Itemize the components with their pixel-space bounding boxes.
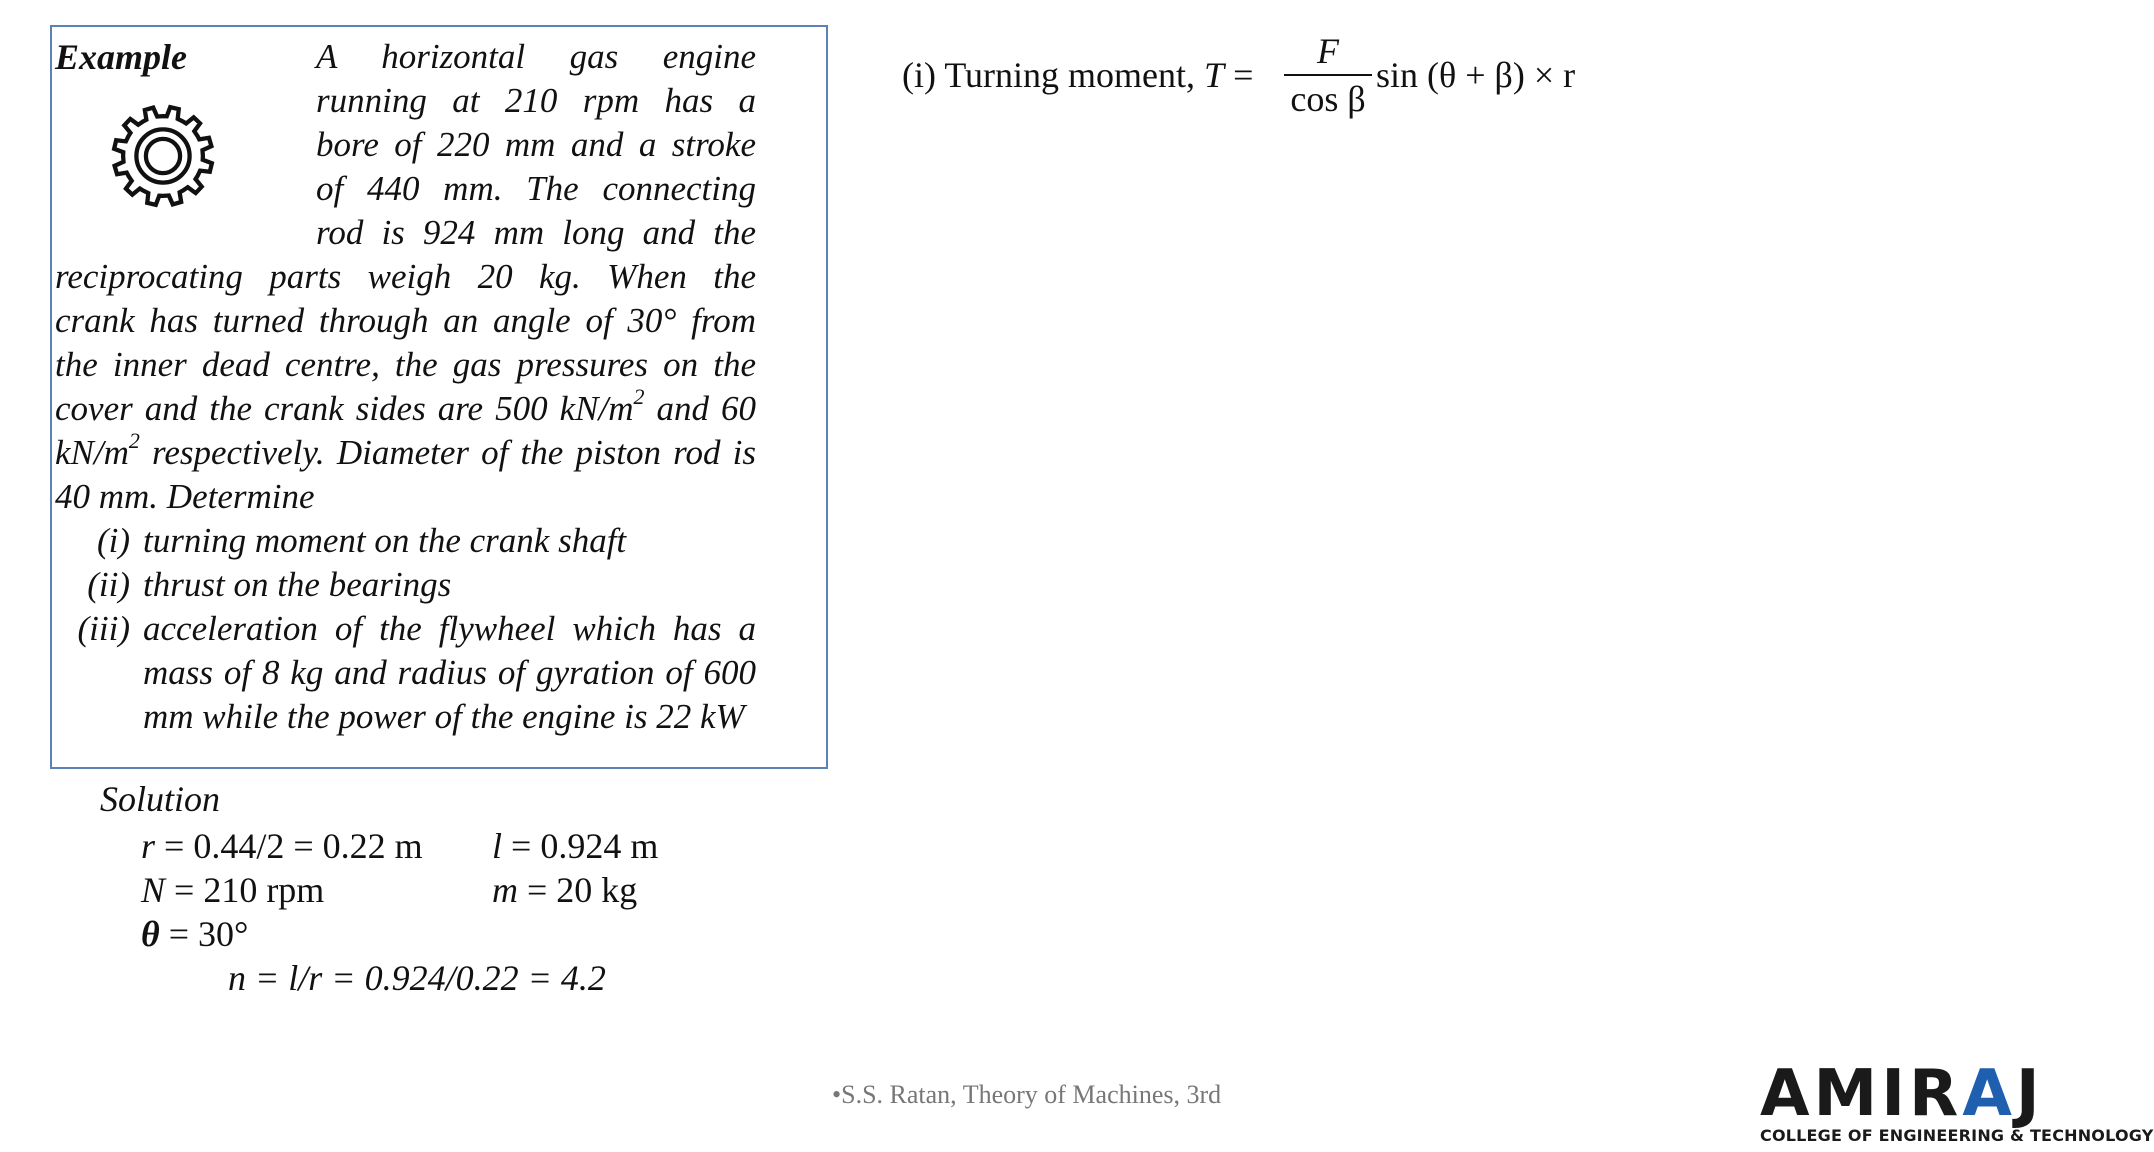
formula-label: (i) Turning moment, T = (902, 55, 1254, 95)
para-line: reciprocating parts weigh 20 kg. When the (55, 257, 756, 296)
solution-n: n = l/r = 0.924/0.22 = 4.2 (228, 958, 606, 998)
list-item-cont: mass of 8 kg and radius of gyration of 600 (143, 653, 756, 692)
solution-N: N = 210 rpm (141, 870, 325, 910)
college-logo (1760, 1057, 2154, 1152)
list-item: (i) turning moment on the crank shaft (96, 521, 627, 560)
solution-r: r = 0.44/2 = 0.22 m (141, 826, 423, 866)
intro-line: running at 210 rpm has a (316, 81, 756, 120)
intro-line: A horizontal gas engine (316, 37, 756, 76)
solution-m: m = 20 kg (492, 870, 638, 910)
solution-theta: θ = 30° (141, 914, 249, 954)
solution-heading: Solution (100, 779, 221, 819)
logo-word: AMIRAJ (1760, 1057, 2044, 1131)
list-item-cont: mm while the power of the engine is 22 kW (143, 697, 745, 736)
intro-line: of 440 mm. The connecting (316, 169, 756, 208)
question-list (55, 519, 756, 739)
formula-fraction: F cos β (1284, 28, 1372, 122)
para-line: crank has turned through an angle of 30° from (55, 301, 756, 340)
logo-subtitle: COLLEGE OF ENGINEERING & TECHNOLOGY (1760, 1126, 2154, 1145)
turning-moment-formula (902, 31, 1602, 130)
example-paragraph (55, 255, 756, 519)
example-title: Example (55, 37, 187, 77)
solution-l: l = 0.924 m (492, 826, 659, 866)
list-item: (iii) acceleration of the flywheel which has a (77, 609, 756, 648)
para-line: cover and the crank sides are 500 $kN/m^2$ and 60 (55, 384, 757, 428)
para-line: the inner dead centre, the gas pressures on the (55, 345, 756, 384)
intro-line: bore of 220 mm and a stroke (316, 125, 756, 164)
source-citation: •S.S. Ratan, Theory of Machines, 3rd (832, 1080, 1222, 1109)
formula-rest: sin (θ + β) × r (1376, 55, 1576, 95)
example-intro (316, 35, 756, 255)
list-item: (ii) thrust on the bearings (87, 565, 452, 604)
para-line: $kN/m^2$ respectively. Diameter of the piston rod is (55, 428, 756, 472)
para-line: 40 mm. Determine (55, 477, 315, 516)
gear-icon (106, 99, 220, 213)
intro-line: rod is 924 mm long and the (316, 213, 756, 252)
